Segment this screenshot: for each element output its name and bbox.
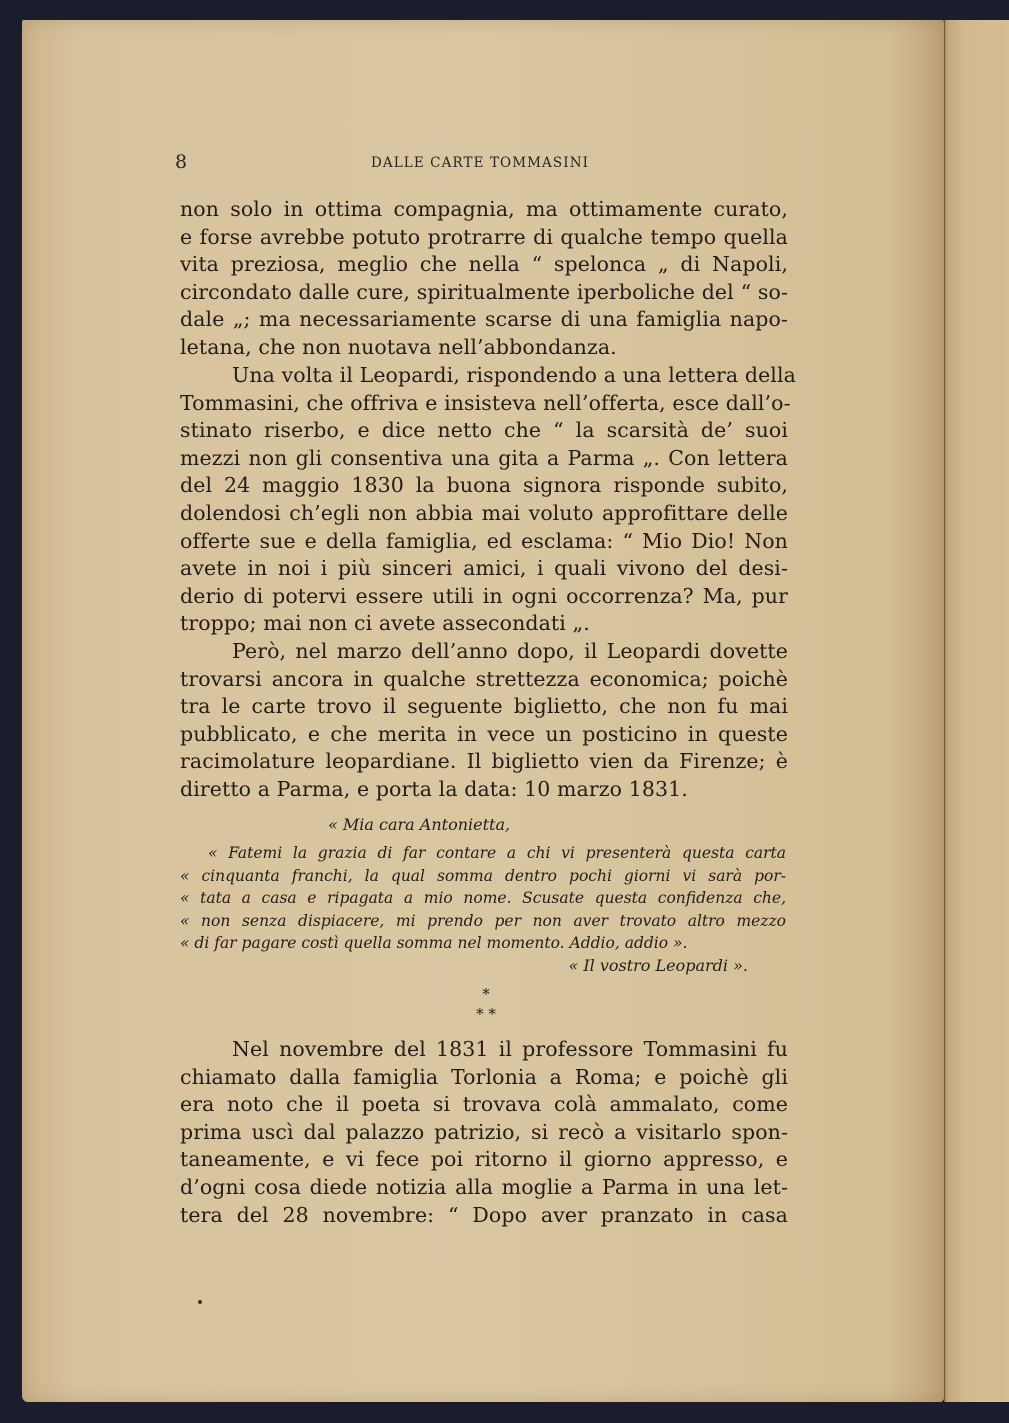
letter-signature: « Il vostro Leopardi ».: [568, 955, 748, 975]
text-line: diretto a Parma, e porta la data: 10 marzo 1831.: [180, 776, 688, 801]
text-line: trovarsi ancora in qualche strettezza economica; poichè: [180, 666, 788, 691]
letter-line: « tata a casa e ripagata a mio nome. Scusate questa confidenza che,: [180, 889, 786, 907]
letter-line: « cinquanta franchi, la qual somma dentro pochi giorni vi sarà por-: [180, 866, 786, 885]
section-asterism: [461, 984, 511, 1028]
text-line: chiamato dalla famiglia Torlonia a Roma; e poichè gli: [180, 1064, 788, 1089]
text-line: derio di potervi essere utili in ogni occorrenza? Ma, pur: [180, 583, 788, 608]
adjacent-page-edge: [944, 20, 1009, 1402]
text-line: dale „; ma necessariamente scarse di una famiglia napo-: [180, 307, 788, 332]
ink-speck: [198, 1300, 202, 1304]
text-line: troppo; mai non ci avete assecondati „.: [180, 611, 590, 636]
text-line: taneamente, e vi fece poi ritorno il giorno appresso, e: [180, 1147, 788, 1172]
paragraph-2: [180, 362, 796, 638]
letter-line: « Fatemi la grazia di far contare a chi vi presenterà questa carta: [208, 844, 786, 862]
asterism-bottom: * *: [476, 1005, 496, 1023]
text-line: pubblicato, e che merita in vece un posticino in queste: [180, 721, 788, 746]
text-line: vita preziosa, meglio che nella “ spelonca „ di Napoli,: [180, 252, 788, 277]
asterism-top: *: [482, 985, 490, 1003]
text-line: tra le carte trovo il seguente biglietto, che non fu mai: [180, 694, 788, 719]
paragraph-4: [180, 1036, 788, 1229]
text-line: Una volta il Leopardi, rispondendo a una lettera della: [232, 363, 796, 387]
text-line: stinato riserbo, e dice netto che “ la scarsità de’ suoi: [180, 418, 788, 443]
text-line: Però, nel marzo dell’anno dopo, il Leopardi dovette: [232, 639, 788, 663]
text-line: circondato dalle cure, spiritualmente iperboliche del “ so-: [180, 279, 788, 304]
text-line: e forse avrebbe potuto protrarre di qualche tempo quella: [180, 224, 788, 249]
text-line: offerte sue e della famiglia, ed esclama: “ Mio Dio! Non: [180, 528, 788, 553]
letter-line: « di far pagare costì quella somma nel momento. Addio, addio ».: [180, 934, 688, 952]
paragraph-1: [180, 196, 788, 362]
text-line: prima uscì dal palazzo patrizio, si recò a visitarlo spon-: [180, 1119, 788, 1144]
letter-salutation: « Mia cara Antonietta,: [328, 815, 511, 834]
text-line: mezzi non gli consentiva una gita a Parma „. Con lettera: [180, 445, 788, 470]
text-line: letana, che non nuotava nell’abbondanza.: [180, 334, 617, 359]
text-line: era noto che il poeta si trovava colà ammalato, come: [180, 1092, 788, 1117]
text-line: dolendosi ch’egli non abbia mai voluto approfittare delle: [180, 500, 788, 525]
text-line: del 24 maggio 1830 la buona signora risponde subito,: [180, 473, 788, 498]
page-number: 8: [175, 151, 188, 173]
text-line: d’ogni cosa diede notizia alla moglie a Parma in una let-: [180, 1174, 788, 1199]
text-line: tera del 28 novembre: “ Dopo aver pranzato in casa: [180, 1202, 788, 1227]
text-line: racimolature leopardiane. Il biglietto vien da Firenze; è: [180, 749, 788, 774]
paragraph-3: [180, 638, 788, 804]
text-line: Nel novembre del 1831 il professore Tommasini fu: [232, 1037, 788, 1061]
letter-line: « non senza dispiacere, mi prendo per non aver trovato altro mezzo: [180, 911, 786, 930]
text-line: avete in noi i più sinceri amici, i quali vivono del desi-: [180, 556, 788, 581]
text-line: Tommasini, che offriva e insisteva nell’offerta, esce dall’o-: [180, 390, 791, 415]
text-line: non solo in ottima compagnia, ma ottimamente curato,: [180, 197, 788, 221]
quoted-letter: [180, 812, 786, 977]
running-title: DALLE CARTE TOMMASINI: [370, 155, 590, 171]
